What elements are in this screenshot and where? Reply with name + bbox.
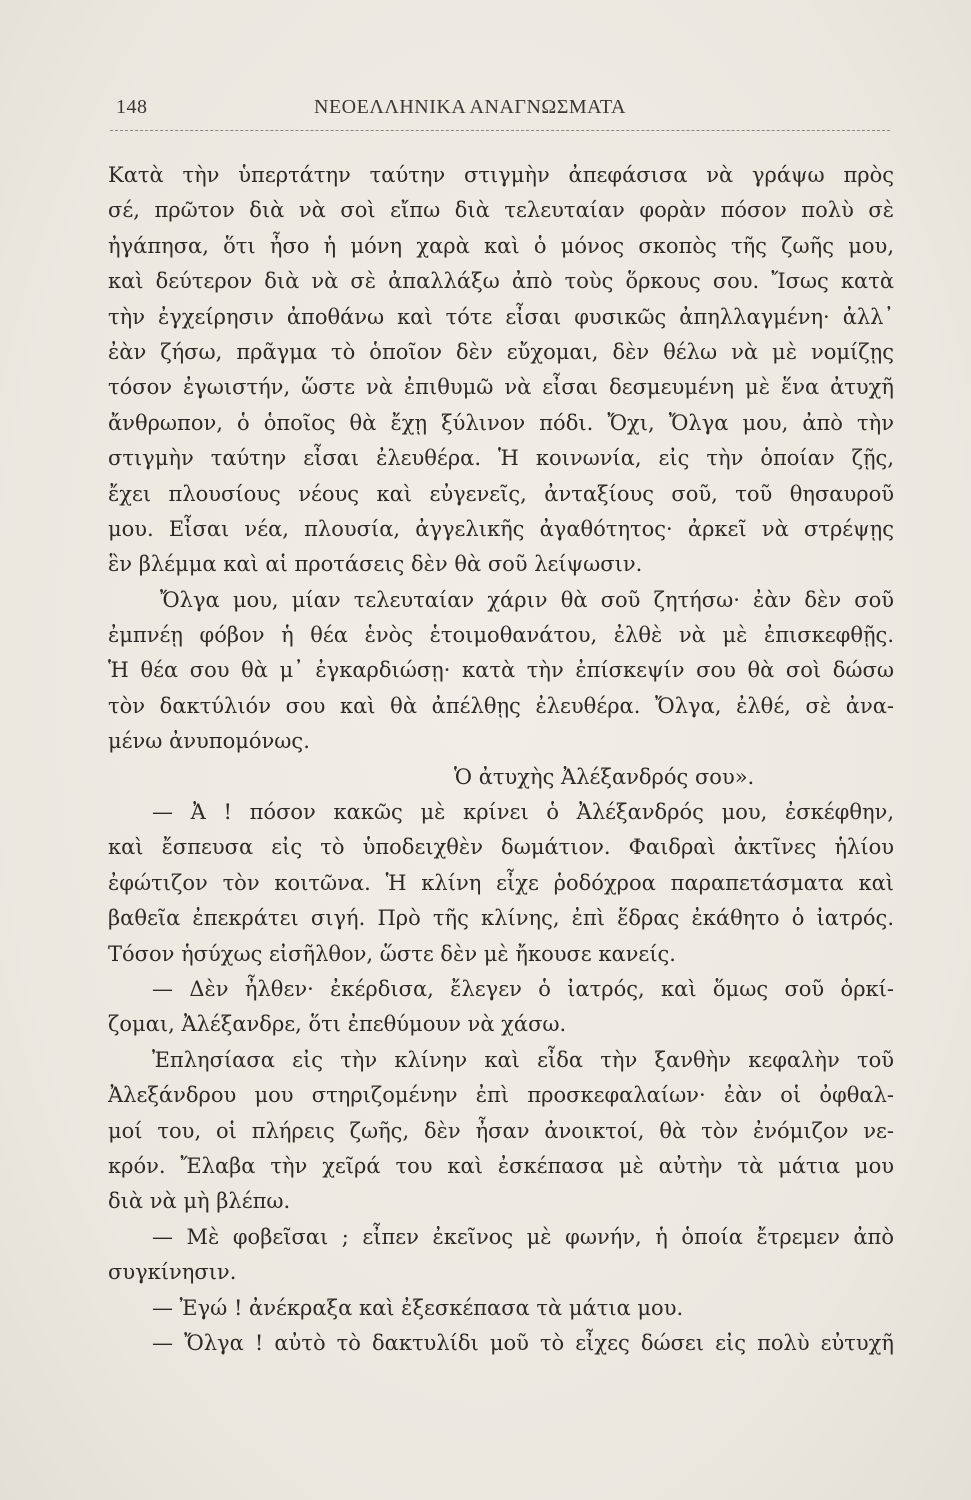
- text-line: — Δὲν ἦλθεν· ἐκέρδισα, ἔλεγεν ὁ ἰατρός, καὶ ὅμως σοῦ ὁρκί-: [152, 976, 894, 1001]
- text-line: καὶ δεύτερον διὰ νὰ σὲ ἀπαλλάξω ἀπὸ τοὺς ὅρκους σου. Ἴσως κατὰ: [108, 269, 894, 294]
- text-line: τόσον ἐγωιστήν, ὥστε νὰ ἐπιθυμῶ νὰ εἶσαι δεσμευμένη μὲ ἕνα ἀτυχῆ: [108, 375, 894, 400]
- text-line: ἠγάπησα, ὅτι ἦσο ἡ μόνη χαρὰ καὶ ὁ μόνος σκοπὸς τῆς ζωῆς μου,: [108, 233, 894, 258]
- text-line: συγκίνησιν.: [108, 1260, 237, 1285]
- running-title: ΝΕΟΕΛΛΗΝΙΚΑ ΑΝΑΓΝΩΣΜΑΤΑ: [314, 96, 626, 118]
- text-line: Ἐπλησίασα εἰς τὴν κλίνην καὶ εἶδα τὴν ξανθὴν κεφαλὴν τοῦ: [152, 1047, 894, 1072]
- text-line: στιγμὴν ταύτην εἶσαι ἐλευθέρα. Ἡ κοινωνία, εἰς τὴν ὁποίαν ζῇς,: [108, 446, 894, 471]
- text-line: Ἀλεξάνδρου μου στηριζομένην ἐπὶ προσκεφαλαίων· ἐὰν οἱ ὀφθαλ-: [108, 1083, 894, 1108]
- text-line: — Μὲ φοβεῖσαι ; εἶπεν ἐκεῖνος μὲ φωνήν, ἡ ὁποία ἔτρεμεν ἀπὸ: [152, 1224, 894, 1249]
- text-line: βαθεῖα ἐπεκράτει σιγή. Πρὸ τῆς κλίνης, ἐπὶ ἕδρας ἐκάθητο ὁ ἰατρός.: [108, 906, 894, 931]
- text-line: Ὄλγα μου, μίαν τελευταίαν χάριν θὰ σοῦ ζητήσω· ἐὰν δὲν σοῦ: [160, 587, 894, 612]
- text-line: μοί του, οἱ πλήρεις ζωῆς, δὲν ἦσαν ἀνοικτοί, θὰ τὸν ἐνόμιζον νε-: [108, 1118, 894, 1143]
- letter-signature: Ὁ ἀτυχὴς Ἀλέξανδρός σου».: [454, 764, 755, 789]
- text-line: σέ, πρῶτον διὰ νὰ σοὶ εἴπω διὰ τελευταίαν φορὰν πόσον πολὺ σὲ: [108, 198, 894, 223]
- page-number: 148: [116, 96, 148, 118]
- text-line: — Ὄλγα ! αὐτὸ τὸ δακτυλίδι μοῦ τὸ εἶχες δώσει εἰς πολὺ εὐτυχῆ: [152, 1330, 894, 1355]
- text-line: — Ἐγώ ! ἀνέκραξα καὶ ἐξεσκέπασα τὰ μάτια μου.: [152, 1295, 684, 1320]
- text-line: τὴν ἐγχείρησιν ἀποθάνω καὶ τότε εἶσαι φυσικῶς ἀπηλλαγμένη· ἀλλ᾽: [108, 304, 894, 329]
- text-line: μου. Εἶσαι νέα, πλουσία, ἀγγελικῆς ἀγαθότητος· ἀρκεῖ νὰ στρέψῃς: [108, 516, 894, 541]
- page-header: [110, 96, 890, 128]
- text-line: καὶ ἔσπευσα εἰς τὸ ὑποδειχθὲν δωμάτιον. Φαιδραὶ ἀκτῖνες ἡλίου: [108, 835, 894, 860]
- text-line: ἐμπνέῃ φόβον ἡ θέα ἑνὸς ἑτοιμοθανάτου, ἐλθὲ νὰ μὲ ἐπισκεφθῇς.: [108, 623, 894, 648]
- text-line: ζομαι, Ἀλέξανδρε, ὅτι ἐπεθύμουν νὰ χάσω.: [108, 1012, 567, 1037]
- text-line: μένω ἀνυπομόνως.: [108, 729, 310, 754]
- text-line: διὰ νὰ μὴ βλέπω.: [108, 1189, 291, 1214]
- text-line: ἐὰν ζήσω, πρᾶγμα τὸ ὁποῖον δὲν εὔχομαι, δὲν θέλω νὰ μὲ νομίζῃς: [108, 339, 894, 364]
- text-line: κρόν. Ἔλαβα τὴν χεῖρά του καὶ ἐσκέπασα μὲ αὐτὴν τὰ μάτια μου: [108, 1153, 894, 1178]
- text-line: ἄνθρωπον, ὁ ὁποῖος θὰ ἔχῃ ξύλινον πόδι. Ὄχι, Ὄλγα μου, ἀπὸ τὴν: [108, 410, 894, 435]
- body-text: [108, 158, 894, 1361]
- text-line: Κατὰ τὴν ὑπερτάτην ταύτην στιγμὴν ἀπεφάσισα νὰ γράψω πρὸς: [108, 163, 894, 187]
- text-line: ἔχει πλουσίους νέους καὶ εὐγενεῖς, ἀνταξίους σοῦ, τοῦ θησαυροῦ: [108, 481, 894, 506]
- text-line: — Ἀ ! πόσον κακῶς μὲ κρίνει ὁ Ἀλέξανδρός μου, ἐσκέφθην,: [152, 800, 894, 825]
- text-line: Τόσον ἡσύχως εἰσῆλθον, ὥστε δὲν μὲ ἤκουσε κανείς.: [108, 941, 676, 966]
- text-line: ἓν βλέμμα καὶ αἱ προτάσεις δὲν θὰ σοῦ λείψωσιν.: [108, 552, 643, 577]
- text-line: Ἡ θέα σου θὰ μ᾽ ἐγκαρδιώσῃ· κατὰ τὴν ἐπίσκεψίν σου θὰ σοὶ δώσω: [108, 658, 894, 683]
- text-line: τὸν δακτύλιόν σου καὶ θὰ ἀπέλθῃς ἐλευθέρα. Ὄλγα, ἐλθέ, σὲ ἀνα-: [108, 693, 894, 718]
- text-line: ἐφώτιζον τὸν κοιτῶνα. Ἡ κλίνη εἶχε ῥοδόχροα παραπετάσματα καὶ: [108, 870, 894, 895]
- header-rule: [110, 130, 890, 131]
